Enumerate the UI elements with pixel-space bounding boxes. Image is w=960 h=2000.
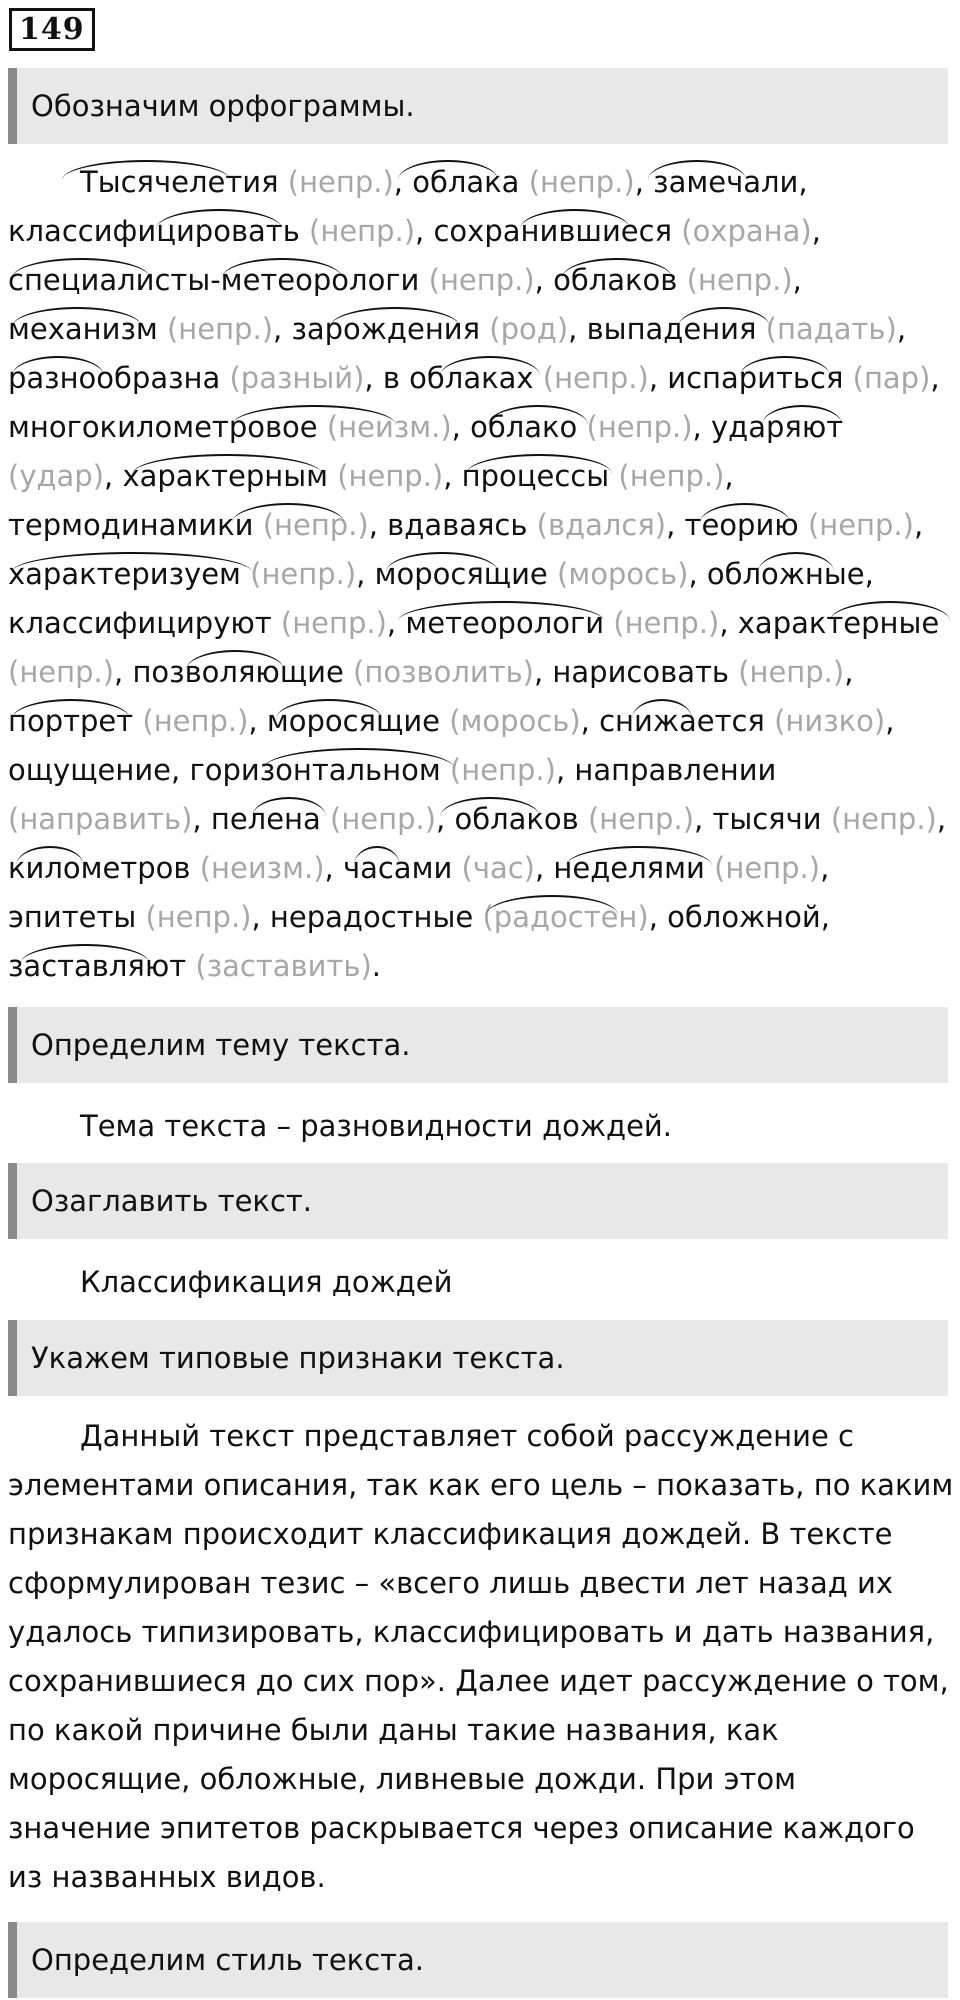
text-line: ощущение, горизонтальном (непр.), направлении <box>8 753 777 787</box>
text-line: портрет (непр.), моросящие (морось), снижается (низко), <box>8 704 895 738</box>
section-header-title <box>8 1163 948 1239</box>
text-line: специалисты-метеорологи (непр.), облаков (непр.), <box>8 263 802 297</box>
section-header-theme <box>8 1007 948 1083</box>
text-line: (удар), характерным (непр.), процессы (непр.), <box>8 459 734 493</box>
text-line: механизм (непр.), зарождения (род), выпадения (падать), <box>8 312 907 346</box>
section-header-text: Озаглавить текст. <box>31 1184 313 1218</box>
text-line: из названных видов. <box>8 1860 326 1894</box>
title-text: Классификация дождей <box>80 1265 453 1299</box>
section-header-text: Определим стиль текста. <box>31 1943 425 1977</box>
section-header-text: Укажем типовые признаки текста. <box>31 1341 565 1375</box>
text-line: термодинамики (непр.), вдаваясь (вдался), теорию (непр.), <box>8 508 924 542</box>
section-header-text: Определим тему текста. <box>31 1028 411 1062</box>
text-line: (направить), пелена (непр.), облаков (непр.), тысячи (непр.), <box>8 802 947 836</box>
theme-text: Тема текста – разновидности дождей. <box>80 1109 672 1143</box>
text-line: значение эпитетов раскрывается через описание каждого <box>8 1811 915 1845</box>
text-line: заставляют (заставить). <box>8 949 381 983</box>
section-header-text: Обозначим орфограммы. <box>31 89 415 123</box>
section-header-style <box>8 1922 948 1998</box>
text-line: удалось типизировать, классифицировать и дать названия, <box>8 1615 935 1649</box>
text-line: классифицировать (непр.), сохранившиеся (охрана), <box>8 214 821 248</box>
text-line: эпитеты (непр.), нерадостные (радостен), обложной, <box>8 900 830 934</box>
section-header-features <box>8 1320 948 1396</box>
text-line: моросящие, обложные, ливневые дожди. При этом <box>8 1762 797 1796</box>
text-line: сохранившиеся до сих пор». Далее идет рассуждение о том, <box>8 1664 949 1698</box>
section-header-orthograms <box>8 68 948 144</box>
text-line: Данный текст представляет собой рассуждение с <box>80 1419 854 1453</box>
text-line: километров (неизм.), часами (час), неделями (непр.), <box>8 851 830 885</box>
task-number: 149 <box>9 8 95 51</box>
text-line: многокилометровое (неизм.), облако (непр.), ударяют <box>8 410 844 444</box>
text-line: признакам происходит классификация дождей. В тексте <box>8 1517 893 1551</box>
text-line: (непр.), позволяющие (позволить), нарисовать (непр.), <box>8 655 854 689</box>
text-line: элементами описания, так как его цель – показать, по каким <box>8 1468 953 1502</box>
text-line: характеризуем (непр.), моросящие (морось), обложные, <box>8 557 874 591</box>
text-line: по какой причине были даны такие названия, как <box>8 1713 779 1747</box>
text-line: классифицируют (непр.), метеорологи (непр.), характерные <box>8 606 940 640</box>
text-line: Тысячелетия (непр.), облака (непр.), замечали, <box>80 165 808 199</box>
text-line: разнообразна (разный), в облаках (непр.), испариться (пар), <box>8 361 940 395</box>
text-line: сформулирован тезис – «всего лишь двести лет назад их <box>8 1566 894 1600</box>
